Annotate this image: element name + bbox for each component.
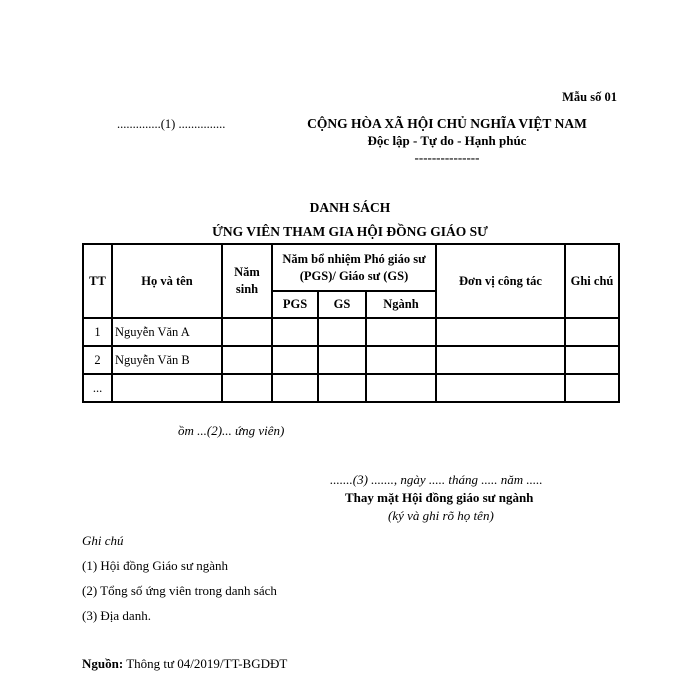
header-notes: Ghi chú [565, 244, 619, 318]
cell-field [366, 346, 436, 374]
header-gs: GS [318, 291, 366, 318]
header-workplace: Đơn vị công tác [436, 244, 565, 318]
candidate-table [82, 243, 620, 403]
motto-underline: --------------- [414, 150, 480, 165]
cell-name: Nguyễn Văn A [112, 318, 222, 346]
note-item: (3) Địa danh. [82, 608, 151, 623]
cell-workplace [436, 318, 565, 346]
note-item: (1) Hội đồng Giáo sư ngành [82, 558, 229, 573]
header-pgs: PGS [272, 291, 318, 318]
cell-tt: 1 [83, 318, 112, 346]
cell-gs [318, 374, 366, 402]
document-title: DANH SÁCH [309, 200, 391, 215]
agency-placeholder: ..............(1) ............... [117, 117, 226, 131]
note-item: (2) Tổng số ứng viên trong danh sách [82, 583, 277, 598]
table-row [83, 346, 619, 374]
cell-tt: 2 [83, 346, 112, 374]
cell-notes [565, 374, 619, 402]
cell-birth-year [222, 318, 272, 346]
document-subtitle: ỨNG VIÊN THAM GIA HỘI ĐỒNG GIÁO SƯ [212, 224, 488, 239]
cell-name: Nguyễn Văn B [112, 346, 222, 374]
cell-workplace [436, 346, 565, 374]
cell-pgs [272, 374, 318, 402]
cell-gs [318, 318, 366, 346]
national-title: CỘNG HÒA XÃ HỘI CHỦ NGHĨA VIỆT NAM [307, 116, 587, 131]
cell-pgs [272, 346, 318, 374]
form-number: Mẫu số 01 [562, 90, 617, 104]
table-row [83, 318, 619, 346]
cell-field [366, 318, 436, 346]
cell-notes [565, 346, 619, 374]
notes-heading: Ghi chú [82, 533, 124, 548]
signer-title: Thay mặt Hội đồng giáo sư ngành [345, 490, 534, 505]
header-birth-year: Năm sinh [222, 244, 272, 318]
header-appointment-year: Năm bổ nhiệm Phó giáo sư (PGS)/ Giáo sư (GS) [272, 244, 436, 291]
cell-tt: ... [83, 374, 112, 402]
source-text: Thông tư 04/2019/TT-BGDĐT [123, 656, 288, 671]
source-line [82, 656, 287, 672]
cell-workplace [436, 374, 565, 402]
cell-notes [565, 318, 619, 346]
cell-field [366, 374, 436, 402]
cell-name [112, 374, 222, 402]
cell-birth-year [222, 346, 272, 374]
header-field: Ngành [366, 291, 436, 318]
table-row [83, 374, 619, 402]
place-date-line: .......(3) ......., ngày ..... tháng ..... năm ..... [330, 472, 543, 487]
total-candidates-note: ồm ...(2)... ứng viên) [178, 423, 285, 438]
motto: Độc lập - Tự do - Hạnh phúc [367, 133, 527, 148]
source-label: Nguồn: [82, 656, 124, 671]
cell-gs [318, 346, 366, 374]
table-header-row [83, 244, 619, 291]
signer-note: (ký và ghi rõ họ tên) [388, 508, 494, 523]
cell-pgs [272, 318, 318, 346]
cell-birth-year [222, 374, 272, 402]
header-name: Họ và tên [112, 244, 222, 318]
header-tt: TT [83, 244, 112, 318]
